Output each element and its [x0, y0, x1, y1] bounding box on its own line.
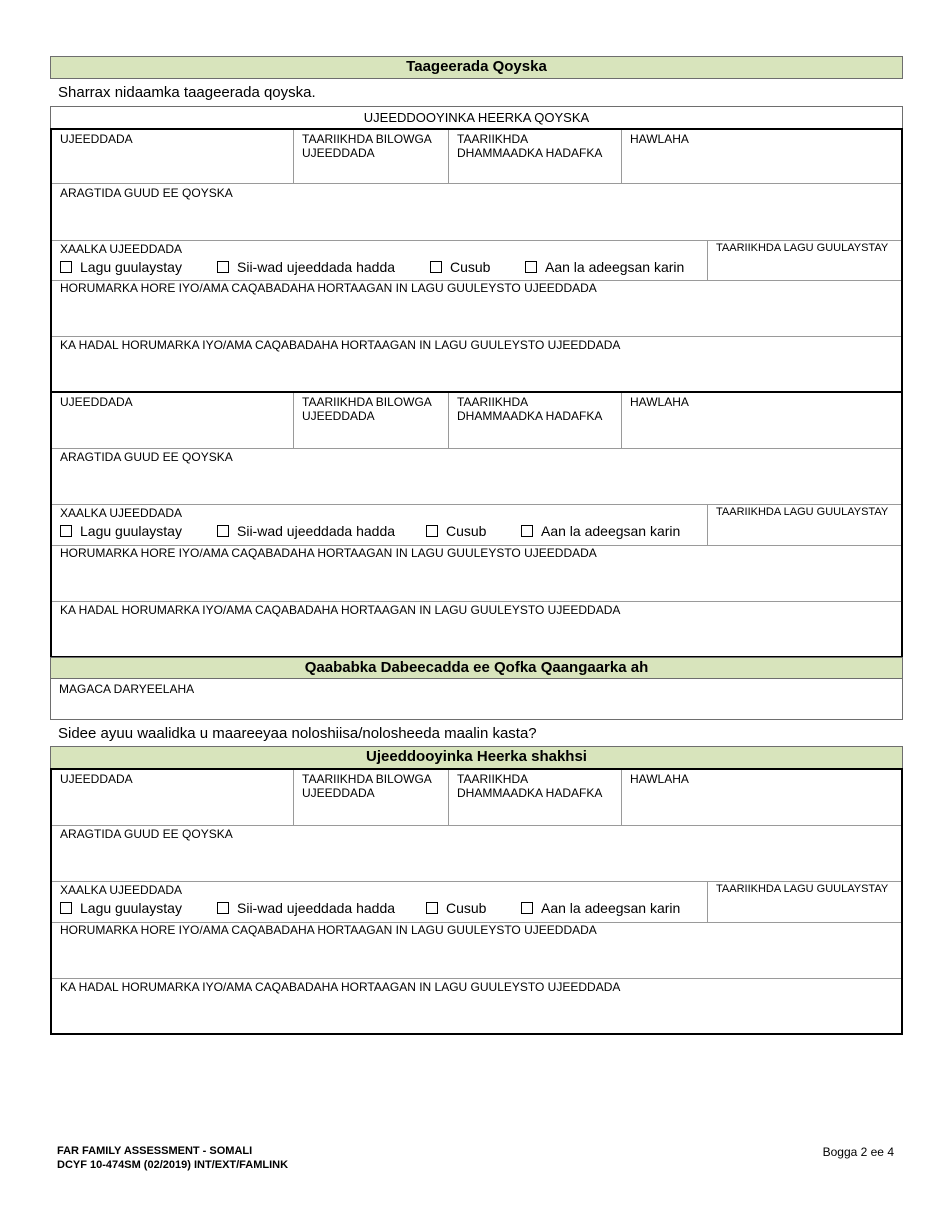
goal-label: UJEEDDADA: [60, 132, 133, 146]
discussion-label: KA HADAL HORUMARKA IYO/AMA CAQABADAHA HORTAAGAN IN LAGU GUULEYSTO UJEEDDADA: [60, 603, 621, 617]
checkbox-icon[interactable]: [60, 902, 72, 914]
checkbox-icon[interactable]: [521, 902, 533, 914]
progress-row[interactable]: [52, 922, 901, 978]
status-row: [52, 504, 901, 545]
progress-row[interactable]: [52, 545, 901, 601]
status-label: XAALKA UJEEDDADA: [60, 506, 183, 520]
goal-label: UJEEDDADA: [60, 395, 133, 409]
family-view-label: ARAGTIDA GUUD EE QOYSKA: [60, 450, 233, 464]
family-view-label: ARAGTIDA GUUD EE QOYSKA: [60, 186, 233, 200]
discussion-row[interactable]: [52, 601, 901, 656]
discussion-label: KA HADAL HORUMARKA IYO/AMA CAQABADAHA HORTAAGAN IN LAGU GUULEYSTO UJEEDDADA: [60, 338, 621, 352]
section-header-family-support: Taageerada Qoyska: [50, 56, 903, 79]
status-achieved-checkbox[interactable]: Lagu guulaystay: [60, 523, 182, 539]
status-achieved-checkbox[interactable]: Lagu guulaystay: [60, 900, 182, 916]
family-view-row[interactable]: [52, 183, 901, 240]
page-number: Bogga 2 ee 4: [822, 1145, 894, 1159]
checkbox-icon[interactable]: [60, 261, 72, 273]
status-label: XAALKA UJEEDDADA: [60, 242, 183, 256]
status-new-checkbox[interactable]: Cusub: [426, 523, 486, 539]
checkbox-icon[interactable]: [217, 902, 229, 914]
progress-label: HORUMARKA HORE IYO/AMA CAQABADAHA HORTAAGAN IN LAGU GUULEYSTO UJEEDDADA: [60, 281, 597, 295]
checkbox-icon[interactable]: [426, 902, 438, 914]
status-not-applicable-checkbox[interactable]: Aan la adeegsan karin: [521, 523, 680, 539]
checkbox-icon[interactable]: [217, 525, 229, 537]
family-view-label: ARAGTIDA GUUD EE QOYSKA: [60, 827, 233, 841]
discussion-row[interactable]: [52, 336, 901, 391]
status-achieved-checkbox[interactable]: Lagu guulaystay: [60, 259, 182, 275]
progress-label: HORUMARKA HORE IYO/AMA CAQABADAHA HORTAAGAN IN LAGU GUULEYSTO UJEEDDADA: [60, 546, 597, 560]
achieved-date-label: TAARIIKHDA LAGU GUULAYSTAY: [716, 883, 889, 895]
goal-header-row: [52, 770, 901, 825]
checkbox-icon[interactable]: [430, 261, 442, 273]
discussion-row[interactable]: [52, 978, 901, 1033]
form-title: FAR FAMILY ASSESSMENT - SOMALI: [57, 1145, 253, 1157]
target-date-label: TAARIIKHDA DHAMMAADKA HADAFKA: [457, 395, 603, 423]
activities-label: HAWLAHA: [630, 772, 689, 786]
status-continue-checkbox[interactable]: Sii-wad ujeeddada hadda: [217, 259, 395, 275]
family-goals-title-bar: [50, 106, 903, 129]
checkbox-icon[interactable]: [521, 525, 533, 537]
goal-block-3: [50, 768, 903, 1035]
checkbox-icon[interactable]: [426, 525, 438, 537]
status-row: [52, 881, 901, 922]
goal-header-row: [52, 393, 901, 448]
start-date-label: TAARIIKHDA BILOWGA UJEEDDADA: [302, 395, 432, 423]
status-new-checkbox[interactable]: Cusub: [426, 900, 486, 916]
goal-block-2: [50, 391, 903, 658]
discussion-label: KA HADAL HORUMARKA IYO/AMA CAQABADAHA HORTAAGAN IN LAGU GUULEYSTO UJEEDDADA: [60, 980, 621, 994]
form-footer: [57, 1144, 288, 1172]
form-number: DCYF 10-474SM (02/2019) INT/EXT/FAMLINK: [57, 1159, 289, 1171]
checkbox-icon[interactable]: [217, 261, 229, 273]
status-label: XAALKA UJEEDDADA: [60, 883, 183, 897]
checkbox-icon[interactable]: [525, 261, 537, 273]
status-not-applicable-checkbox[interactable]: Aan la adeegsan karin: [525, 259, 684, 275]
daily-life-prompt: Sidee ayuu waalidka u maareeyaa noloshiisa/nolosheeda maalin kasta?: [58, 725, 537, 742]
progress-label: HORUMARKA HORE IYO/AMA CAQABADAHA HORTAAGAN IN LAGU GUULEYSTO UJEEDDADA: [60, 923, 597, 937]
status-new-checkbox[interactable]: Cusub: [430, 259, 490, 275]
activities-label: HAWLAHA: [630, 395, 689, 409]
activities-label: HAWLAHA: [630, 132, 689, 146]
checkbox-icon[interactable]: [60, 525, 72, 537]
caregiver-name-row[interactable]: [50, 678, 903, 720]
goal-block-1: [50, 128, 903, 393]
status-continue-checkbox[interactable]: Sii-wad ujeeddada hadda: [217, 900, 395, 916]
section-header-individual-goals: Ujeeddooyinka Heerka shakhsi: [50, 746, 903, 769]
family-goals-title: UJEEDDOOYINKA HEERKA QOYSKA: [363, 110, 590, 125]
goal-header-row: [52, 130, 901, 183]
status-not-applicable-checkbox[interactable]: Aan la adeegsan karin: [521, 900, 680, 916]
goal-label: UJEEDDADA: [60, 772, 133, 786]
achieved-date-label: TAARIIKHDA LAGU GUULAYSTAY: [716, 506, 889, 518]
target-date-label: TAARIIKHDA DHAMMAADKA HADAFKA: [457, 772, 603, 800]
family-support-prompt: Sharrax nidaamka taageerada qoyska.: [58, 84, 316, 101]
caregiver-name-label: MAGACA DARYEELAHA: [59, 682, 195, 696]
section-header-adult-behavior: Qaababka Dabeecadda ee Qofka Qaangaarka ah: [50, 657, 903, 679]
start-date-label: TAARIIKHDA BILOWGA UJEEDDADA: [302, 132, 432, 160]
status-row: [52, 240, 901, 280]
status-continue-checkbox[interactable]: Sii-wad ujeeddada hadda: [217, 523, 395, 539]
family-view-row[interactable]: [52, 448, 901, 504]
family-view-row[interactable]: [52, 825, 901, 881]
achieved-date-label: TAARIIKHDA LAGU GUULAYSTAY: [716, 242, 889, 254]
target-date-label: TAARIIKHDA DHAMMAADKA HADAFKA: [457, 132, 603, 160]
start-date-label: TAARIIKHDA BILOWGA UJEEDDADA: [302, 772, 432, 800]
progress-row[interactable]: [52, 280, 901, 336]
